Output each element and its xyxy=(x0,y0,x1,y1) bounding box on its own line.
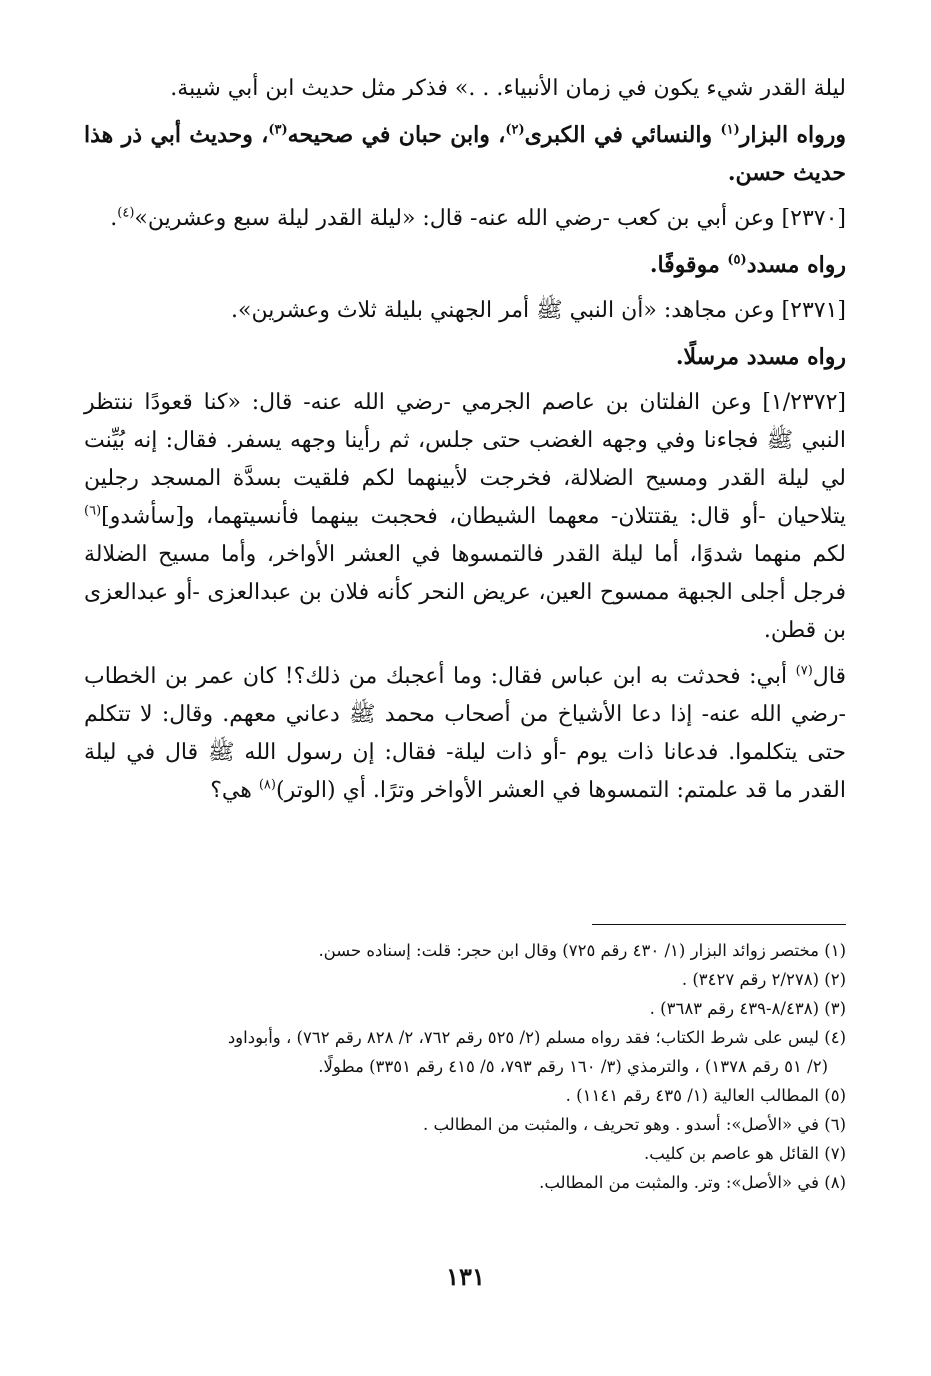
paragraph-2-text-b: والنسائي في الكبرى xyxy=(524,122,721,148)
paragraph-2-text-c: ، وابن حبان في صحيحه xyxy=(287,122,506,148)
footnote-3: (٣) (٨/٤٣٨-٤٣٩ رقم ٣٦٨٣) . xyxy=(649,999,846,1018)
footnote-6: (٦) في «الأصل»: أسدو . وهو تحريف ، والمثبت من المطالب . xyxy=(422,1115,846,1134)
footnote-2: (٢) (٢/٢٧٨ رقم ٣٤٢٧) . xyxy=(681,970,846,989)
paragraph-6-text: رواه مسدد مرسلًا. xyxy=(675,344,846,370)
paragraph-8-text-c: هي؟ xyxy=(210,778,259,803)
footnote-5: (٥) المطالب العالية (١/ ٤٣٥ رقم ١١٤١) . xyxy=(565,1086,846,1105)
paragraph-4 xyxy=(84,246,846,284)
paragraph-7-text-b: لكم منهما شدوًا، أما ليلة القدر فالتمسوها في العشر الأواخر، وأما مسيح الضلالة فرجل أجلى الجبهة ممسوح العين، عريض النحر كأنه فلان بن عبدالعزى -أو عبدالعزى بن قطن. xyxy=(84,542,846,643)
footnote-7: (٧) القائل هو عاصم بن كليب. xyxy=(643,1144,846,1163)
footnote-8: (٨) في «الأصل»: وتر. والمثبت من المطالب. xyxy=(539,1173,846,1192)
footnotes xyxy=(84,936,846,1197)
paragraph-1-text: ليلة القدر شيء يكون في زمان الأنبياء. . .» فذكر مثل حديث ابن أبي شيبة. xyxy=(170,76,846,101)
paragraph-7-text-a: [١/٢٣٧٢] وعن الفلتان بن عاصم الجرمي -رضي الله عنه- قال: «كنا قعودًا ننتظر النبي ﷺ فجاءنا وفي وجهه الغضب حتى جلس، ثم رأينا وجهه يسفر. فقال: إنه بُيِّنت لي ليلة القدر ومسيح الضلالة، فخرجت لأبينهما لكم فلقيت بسدَّة المسجد رجلين يتلاحيان -أو قال: يقتتلان- معهما الشيطان، فحجبت بينهما فأنسيتهما، و[سأشدو] xyxy=(84,390,846,529)
footnote-ref-5[interactable]: (٥) xyxy=(727,252,747,268)
paragraph-2-text-a: ورواه البزار xyxy=(739,122,846,148)
paragraph-8 xyxy=(84,658,846,810)
page-number: ١٣١ xyxy=(446,1262,485,1291)
paragraph-4-text-b: موقوفًا. xyxy=(649,252,728,278)
footnote-ref-7[interactable]: (٧) xyxy=(795,663,813,679)
paragraph-3-text-a: [٢٣٧٠] وعن أبي بن كعب -رضي الله عنه- قال: «ليلة القدر ليلة سبع وعشرين» xyxy=(134,206,846,231)
footnote-ref-6[interactable]: (٦) xyxy=(84,503,102,519)
paragraph-3 xyxy=(84,200,846,238)
paragraph-1 xyxy=(84,70,846,108)
footnote-4-continued: (٢/ ٥١ رقم ١٣٧٨) ، والترمذي (٣/ ١٦٠ رقم ٧٩٣، ٥/ ٤١٥ رقم ٣٣٥١) مطولًا. xyxy=(318,1057,828,1076)
paragraph-5-text: [٢٣٧١] وعن مجاهد: «أن النبي ﷺ أمر الجهني بليلة ثلاث وعشرين». xyxy=(231,298,846,323)
footnote-ref-2[interactable]: (٢) xyxy=(505,122,525,138)
paragraph-7 xyxy=(84,384,846,650)
paragraph-2 xyxy=(84,116,846,192)
footnote-4: (٤) ليس على شرط الكتاب؛ فقد رواه مسلم (٢/ ٥٢٥ رقم ٧٦٢، ٢/ ٨٢٨ رقم ٧٦٢) ، وأبوداود xyxy=(227,1028,846,1047)
footnote-ref-3[interactable]: (٣) xyxy=(268,122,288,138)
paragraph-3-text-b: . xyxy=(110,206,118,231)
paragraph-8-text-b: أبي: فحدثت به ابن عباس فقال: وما أعجبك من ذلك؟! كان عمر بن الخطاب -رضي الله عنه- إذا دعا الأشياخ من أصحاب محمد ﷺ دعاني معهم. وقال: لا تتكلم حتى يتكلموا. فدعانا ذات يوم -أو ذات ليلة- فقال: إن رسول الله ﷺ قال في ليلة القدر ما قد علمتم: التمسوها في العشر الأواخر وترًا. أي (الوتر) xyxy=(84,664,846,803)
footnote-ref-1[interactable]: (١) xyxy=(720,122,740,138)
footnote-ref-4[interactable]: (٤) xyxy=(117,205,135,221)
main-text xyxy=(84,70,846,818)
paragraph-4-text-a: رواه مسدد xyxy=(746,252,846,278)
paragraph-5 xyxy=(84,292,846,330)
paragraph-2-text-d: ، وحديث أبي ذر هذا حديث حسن. xyxy=(84,122,846,186)
footnote-1: (١) مختصر زوائد البزار (١/ ٤٣٠ رقم ٧٢٥) وقال ابن حجر: قلت: إسناده حسن. xyxy=(318,941,846,960)
footnote-ref-8[interactable]: (٨) xyxy=(258,777,276,793)
paragraph-6 xyxy=(84,338,846,376)
footnote-divider xyxy=(592,924,846,925)
paragraph-8-text-a: قال xyxy=(812,664,846,689)
